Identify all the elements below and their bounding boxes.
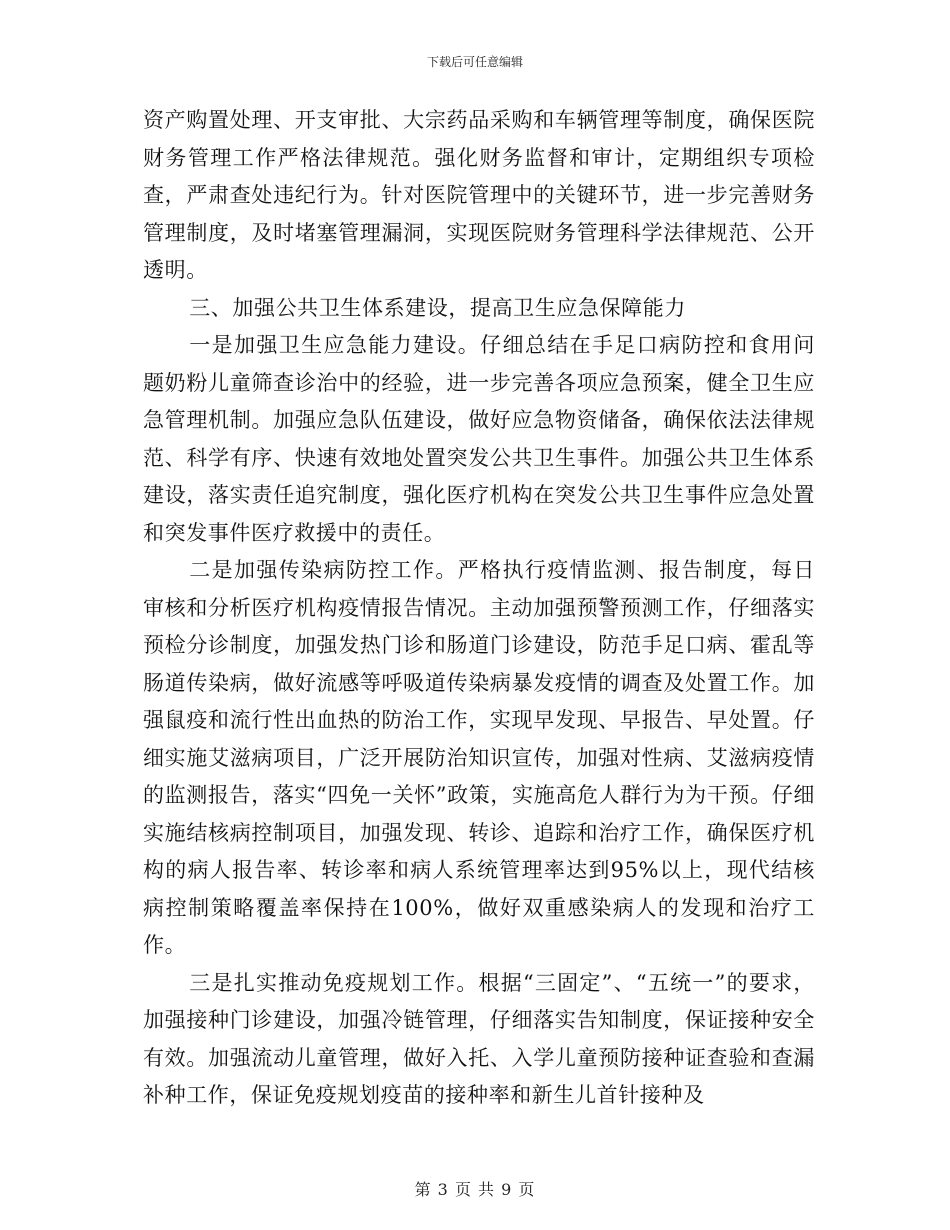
page-number-footer: 第 3 页 共 9 页 (414, 1180, 536, 1199)
document-body (143, 102, 815, 1115)
paragraph-finance-continuation: 资产购置处理、开支审批、大宗药品采购和车辆管理等制度，确保医院财务管理工作严格法律规范。强化财务监督和审计，定期组织专项检查，严肃查处违纪行为。针对医院管理中的关键环节，进一步完善财务管理制度，及时堵塞管理漏洞，实现医院财务管理科学法律规范、公开透明。 (143, 108, 815, 282)
page-header: 下载后可任意编辑 (426, 55, 523, 69)
paragraph-infectious-disease: 二是加强传染病防控工作。严格执行疫情监测、报告制度，每日审核和分析医疗机构疫情报告情况。主动加强预警预测工作，仔细落实预检分诊制度，加强发热门诊和肠道门诊建设，防范手足口病、霍乱等肠道传染病，做好流感等呼吸道传染病暴发疫情的调查及处置工作。加强鼠疫和流行性出血热的防治工作，实现早发现、早报告、早处置。仔细实施艾滋病项目，广泛开展防治知识宣传，加强对性病、艾滋病疫情的监测报告，落实“四免一关怀”政策，实施高危人群行为为干预。仔细实施结核病控制项目，加强发现、转诊、追踪和治疗工作，确保医疗机构的病人报告率、转诊率和病人系统管理率达到95%以上，现代结核病控制策略覆盖率保持在100%，做好双重感染病人的发现和治疗工作。 (143, 558, 815, 957)
paragraph-emergency-capacity: 一是加强卫生应急能力建设。仔细总结在手足口病防控和食用问题奶粉儿童筛查诊治中的经验，进一步完善各项应急预案，健全卫生应急管理机制。加强应急队伍建设，做好应急物资储备，确保依法法律规范、科学有序、快速有效地处置突发公共卫生事件。加强公共卫生体系建设，落实责任追究制度，强化医疗机构在突发公共卫生事件应急处置和突发事件医疗救援中的责任。 (143, 333, 815, 545)
section-heading-public-health: 三、加强公共卫生体系建设，提高卫生应急保障能力 (189, 295, 686, 320)
paragraph-immunization: 三是扎实推动免疫规划工作。根据“三固定”、“五统一”的要求，加强接种门诊建设，加强冷链管理，仔细落实告知制度，保证接种安全有效。加强流动儿童管理，做好入托、入学儿童预防接种证查验和查漏补种工作，保证免疫规划疫苗的接种率和新生儿首针接种及 (143, 970, 815, 1107)
